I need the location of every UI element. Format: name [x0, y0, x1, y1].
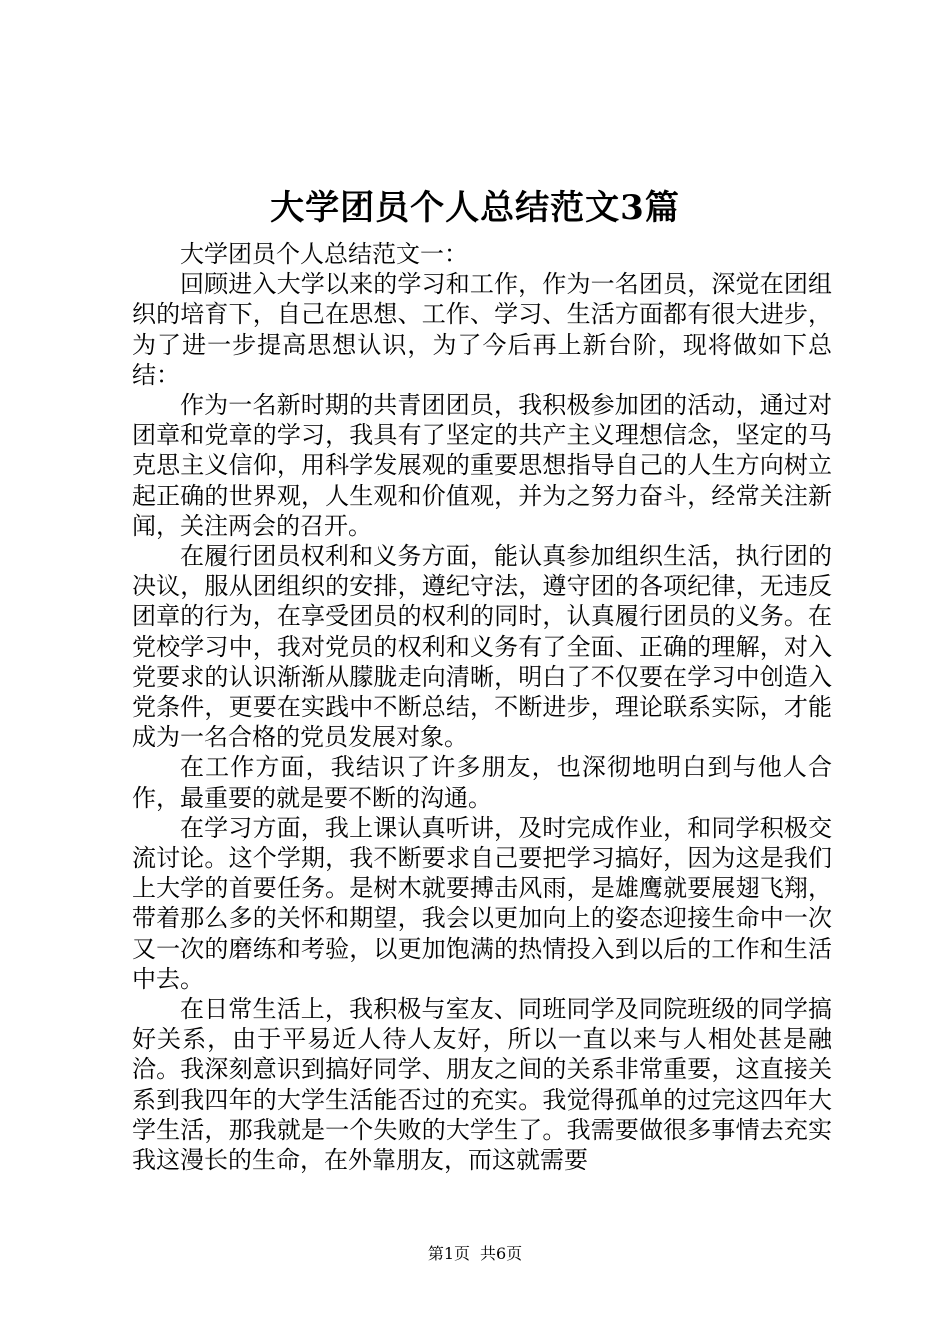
paragraph: 在工作方面，我结识了许多朋友，也深彻地明白到与他人合作，最重要的就是要不断的沟通。 — [132, 753, 832, 812]
paragraph: 在履行团员权利和义务方面，能认真参加组织生活，执行团的决议，服从团组织的安排，遵纪守法，遵守团的各项纪律，无违反团章的行为，在享受团员的权利的同时，认真履行团员的义务。在党校学习中，我对党员的权利和义务有了全面、正确的理解，对入党要求的认识渐渐从朦胧走向清晰，明白了不仅要在学习中创造入党条件，更要在实践中不断总结，不断进步，理论联系实际，才能成为一名合格的党员发展对象。 — [132, 542, 832, 752]
paragraph: 在学习方面，我上课认真听讲，及时完成作业，和同学积极交流讨论。这个学期，我不断要求自己要把学习搞好，因为这是我们上大学的首要任务。是树木就要搏击风雨，是雄鹰就要展翅飞翔，带着那么多的关怀和期望，我会以更加向上的姿态迎接生命中一次又一次的磨练和考验，以更加饱满的热情投入到以后的工作和生活中去。 — [132, 813, 832, 993]
page-number: 第1页 — [427, 1244, 470, 1263]
paragraph: 在日常生活上，我积极与室友、同班同学及同院班级的同学搞好关系，由于平易近人待人友好，所以一直以来与人相处甚是融洽。我深刻意识到搞好同学、朋友之间的关系非常重要，这直接关系到我四年的大学生活能否过的充实。我觉得孤单的过完这四年大学生活，那我就是一个失败的大学生了。我需要做很多事情去充实我这漫长的生命，在外靠朋友，而这就需要 — [132, 995, 832, 1175]
paragraph-subtitle: 大学团员个人总结范文一： — [180, 240, 468, 268]
paragraph: 回顾进入大学以来的学习和工作，作为一名团员，深觉在团组织的培育下，自己在思想、工作、学习、生活方面都有很大进步，为了进一步提高思想认识，为了今后再上新台阶，现将做如下总结： — [132, 270, 832, 389]
page-count: 共6页 — [480, 1244, 523, 1263]
page-footer — [0, 1242, 950, 1266]
paragraph: 作为一名新时期的共青团团员，我积极参加团的活动，通过对团章和党章的学习，我具有了坚定的共产主义理想信念，坚定的马克思主义信仰，用科学发展观的重要思想指导自己的人生方向树立起正确的世界观，人生观和价值观，并为之努力奋斗，经常关注新闻，关注两会的召开。 — [132, 391, 832, 540]
document-title: 大学团员个人总结范文3篇 — [270, 188, 680, 228]
document-body — [132, 239, 832, 1175]
